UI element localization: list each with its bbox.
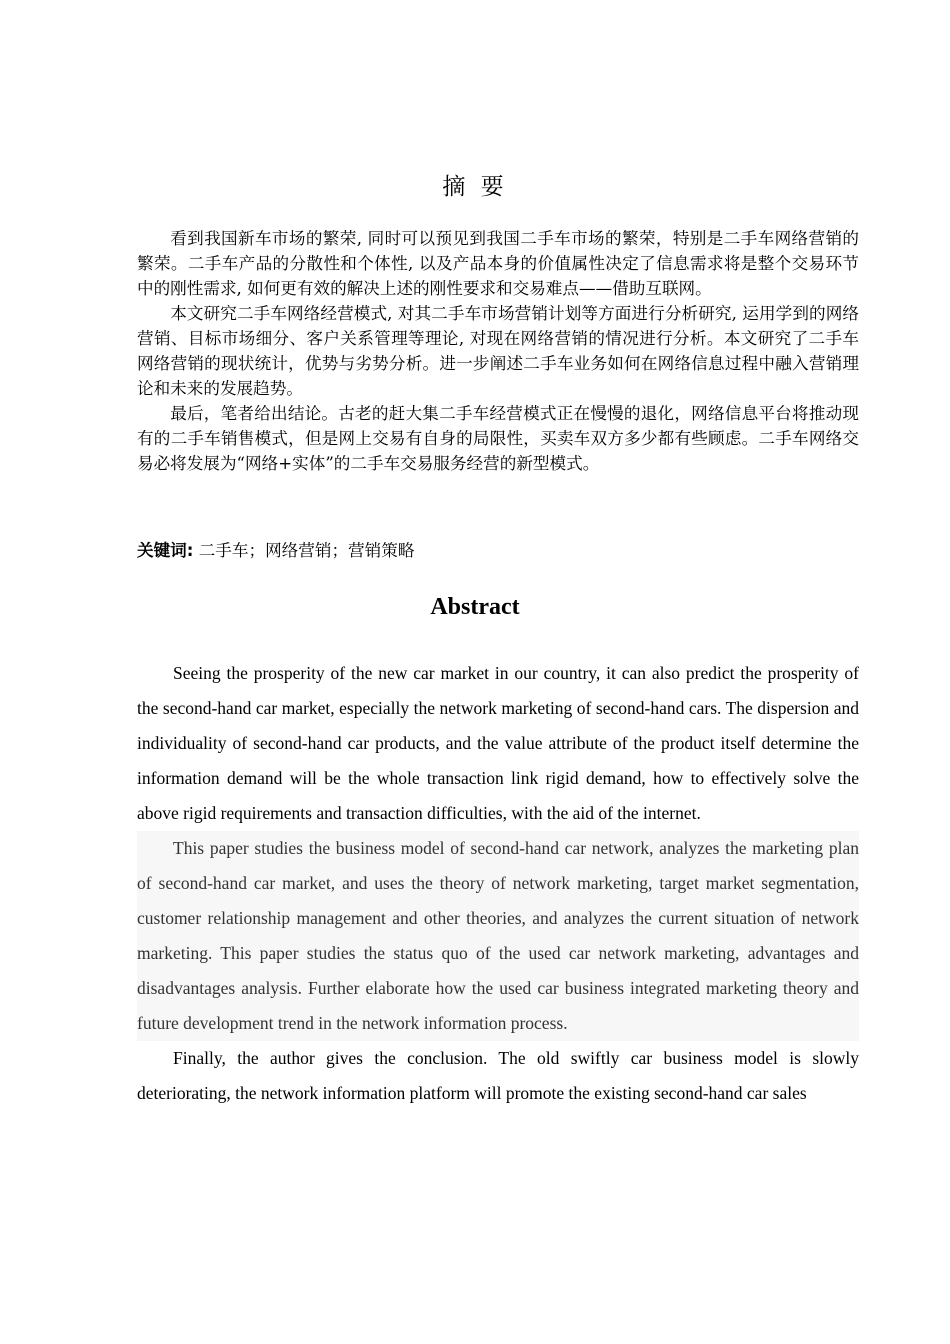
keywords-value: 二手车；网络营销；营销策略: [198, 541, 415, 560]
english-paragraph-1: Seeing the prosperity of the new car market in our country, it can also predict the prosperity of the second-hand car market, especially the network marketing of second-hand cars. The dispersion and individuality of second-hand car products, and the value attribute of the product itself determine the information demand will be the whole transaction link rigid demand, how to effectively solve the above rigid requirements and transaction difficulties, with the aid of the internet.: [137, 663, 859, 823]
chinese-paragraph-1: 看到我国新车市场的繁荣, 同时可以预见到我国二手车市场的繁荣，特别是二手车网络营销的繁荣。二手车产品的分散性和个体性, 以及产品本身的价值属性决定了信息需求将是整个交易环节中的刚性需求, 如何更有效的解决上述的刚性要求和交易难点——借助互联网。: [137, 229, 859, 298]
chinese-abstract-title: 摘 要: [442, 174, 508, 200]
english-abstract-body: [137, 656, 859, 1111]
chinese-paragraph-3: 最后，笔者给出结论。古老的赶大集二手车经营模式正在慢慢的退化，网络信息平台将推动现有的二手车销售模式，但是网上交易有自身的局限性，买卖车双方多少都有些顾虑。二手车网络交易必将发展为“网络+实体”的二手车交易服务经营的新型模式。: [137, 404, 859, 473]
chinese-abstract-body: [137, 226, 859, 476]
english-abstract-title: Abstract: [430, 594, 520, 620]
english-paragraph-2: This paper studies the business model of second-hand car network, analyzes the marketing plan of second-hand car market, and uses the theory of network marketing, target market segmentation, customer relationship management and other theories, and analyzes the current situation of network marketing. This paper studies the status quo of the used car network marketing, advantages and disadvantages analysis. Further elaborate how the used car business integrated marketing theory and future development trend in the network information process.: [137, 831, 859, 1041]
english-paragraph-3: Finally, the author gives the conclusion. The old swiftly car business model is slowly deteriorating, the network information platform will promote the existing second-hand car sales: [137, 1048, 859, 1103]
keywords-line: [137, 538, 859, 563]
keywords-label: 关键词:: [137, 541, 194, 560]
chinese-paragraph-2: 本文研究二手车网络经营模式, 对其二手车市场营销计划等方面进行分析研究, 运用学到的网络营销、目标市场细分、客户关系管理等理论, 对现在网络营销的情况进行分析。本文研究了二手车网络营销的现状统计，优势与劣势分析。进一步阐述二手车业务如何在网络信息过程中融入营销理论和未来的发展趋势。: [137, 304, 859, 398]
